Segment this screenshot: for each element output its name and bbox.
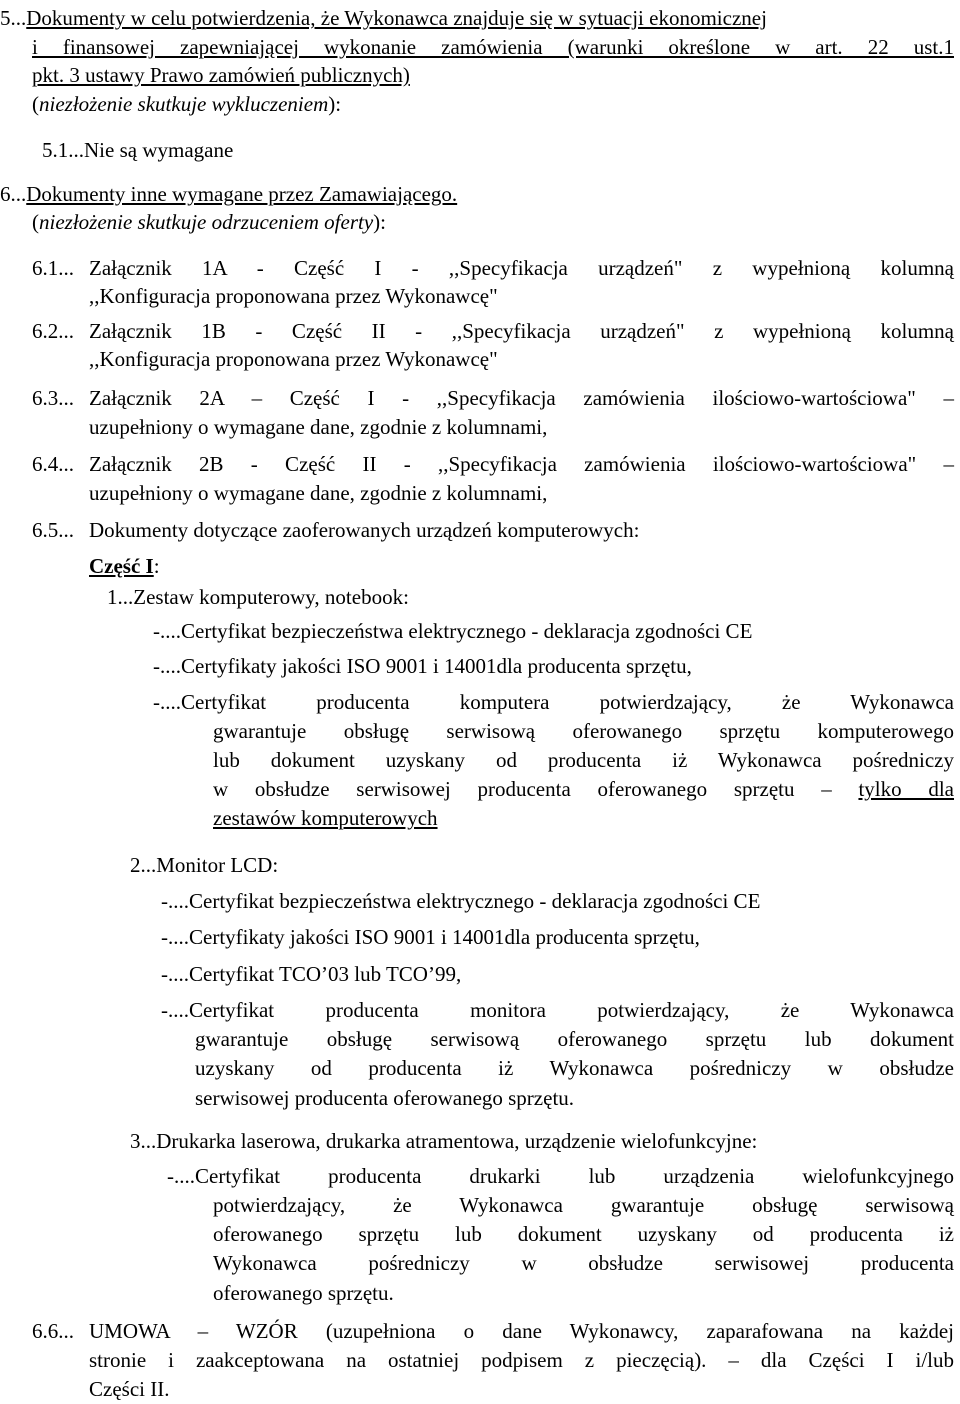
section-5-note-text: niezłożenie skutkuje wykluczeniem (39, 92, 329, 116)
item-5-1: 5.1...Nie są wymagane (42, 138, 234, 162)
group-3-bullet-1-line2: potwierdzający, że Wykonawca gwarantuje obsługę serwisową (213, 1193, 954, 1217)
group-1-bullet-3-line5: zestawów komputerowych (213, 806, 438, 830)
part-heading: Część I: (89, 554, 160, 578)
group-1-bullet-3-line3: lub dokument uzyskany od producenta iż Wykonawca pośredniczy (213, 748, 954, 772)
section-5-title: Dokumenty w celu potwierdzenia, że Wykonawca znajduje się w sytuacji ekonomicznej (26, 6, 767, 30)
item-6-3-line2: uzupełniony o wymagane dane, zgodnie z kolumnami, (89, 415, 548, 439)
section-5-heading (0, 4, 767, 33)
item-6-4-line1: Załącznik 2B - Część II - ,,Specyfikacja zamówienia ilościowo-wartościowa" – (89, 452, 954, 476)
item-6-5-number: 6.5... (32, 518, 74, 542)
group-3-bullet-1-line1: -....Certyfikat producenta drukarki lub urządzenia wielofunkcyjnego (167, 1164, 954, 1188)
section-6-note-text: niezłożenie skutkuje odrzuceniem oferty (39, 210, 374, 234)
item-6-6-number: 6.6... (32, 1319, 74, 1343)
emphasis-only-for: tylko dla (858, 777, 955, 801)
group-1-bullet-1: -....Certyfikat bezpieczeństwa elektrycznego - deklaracja zgodności CE (153, 619, 753, 643)
part-label: Część I (89, 554, 154, 578)
item-6-2-line1: Załącznik 1B - Część II - ,,Specyfikacja urządzeń" z wypełnioną kolumną (89, 319, 954, 343)
item-6-6-line1: UMOWA – WZÓR (uzupełniona o dane Wykonawcy, zaparafowana na każdej (89, 1319, 954, 1343)
item-6-3-line1: Załącznik 2A – Część I - ,,Specyfikacja zamówienia ilościowo-wartościowa" – (89, 386, 954, 410)
item-6-6-line3: Części II. (89, 1377, 170, 1401)
group-2-bullet-3: -....Certyfikat TCO’03 lub TCO’99, (161, 962, 462, 986)
group-2-bullet-2: -....Certyfikaty jakości ISO 9001 i 14001dla producenta sprzętu, (161, 925, 700, 949)
section-6-note: (niezłożenie skutkuje odrzuceniem oferty): (32, 210, 386, 234)
section-5-note: (niezłożenie skutkuje wykluczeniem): (32, 92, 342, 116)
item-6-6-line2: stronie i zaakceptowana na ostatniej podpisem z pieczęcią). – dla Części I i/lub (89, 1348, 954, 1372)
section-5-number: 5... (0, 6, 27, 30)
section-6-title: Dokumenty inne wymagane przez Zamawiającego. (26, 182, 458, 206)
item-6-2-line2: ,,Konfiguracja proponowana przez Wykonawcę" (89, 347, 498, 371)
item-6-5-text: Dokumenty dotyczące zaoferowanych urządzeń komputerowych: (89, 518, 640, 542)
group-3-bullet-1-line4: Wykonawca pośredniczy w obsłudze serwisowej producenta (213, 1251, 954, 1275)
item-6-1-number: 6.1... (32, 256, 74, 280)
group-1-title: 1...Zestaw komputerowy, notebook: (107, 585, 409, 609)
group-3-title: 3...Drukarka laserowa, drukarka atramentowa, urządzenie wielofunkcyjne: (130, 1129, 758, 1153)
item-6-4-line2: uzupełniony o wymagane dane, zgodnie z kolumnami, (89, 481, 548, 505)
item-6-1-line2: ,,Konfiguracja proponowana przez Wykonawcę" (89, 284, 498, 308)
group-2-bullet-4-line4: serwisowej producenta oferowanego sprzętu. (195, 1086, 575, 1110)
group-3-bullet-1-line5: oferowanego sprzętu. (213, 1281, 394, 1305)
item-6-3-number: 6.3... (32, 386, 74, 410)
group-2-bullet-4-line2: gwarantuje obsługę serwisową oferowanego sprzętu lub dokument (195, 1027, 954, 1051)
group-1-bullet-3-line4: w obsłudze serwisowej producenta oferowanego sprzętu – tylko dla (213, 777, 955, 801)
group-2-bullet-4-line3: uzyskany od producenta iż Wykonawca pośredniczy w obsłudze (195, 1056, 954, 1080)
group-3-bullet-1-line3: oferowanego sprzętu lub dokument uzyskany od producenta iż (213, 1222, 954, 1246)
item-6-2-number: 6.2... (32, 319, 74, 343)
section-5-title-line2: i finansowej zapewniającej wykonanie zamówienia (warunki określone w art. 22 ust.1 (32, 35, 954, 59)
item-6-4-number: 6.4... (32, 452, 74, 476)
item-6-1-line1: Załącznik 1A - Część I - ,,Specyfikacja urządzeń" z wypełnioną kolumną (89, 256, 954, 280)
group-1-bullet-3-line1: -....Certyfikat producenta komputera potwierdzający, że Wykonawca (153, 690, 954, 714)
group-2-title: 2...Monitor LCD: (130, 853, 279, 877)
section-6-heading (0, 180, 457, 209)
group-1-bullet-3-line2: gwarantuje obsługę serwisową oferowanego sprzętu komputerowego (213, 719, 954, 743)
group-1-bullet-2: -....Certyfikaty jakości ISO 9001 i 14001dla producenta sprzętu, (153, 654, 692, 678)
section-6-number: 6... (0, 182, 27, 206)
group-2-bullet-1: -....Certyfikat bezpieczeństwa elektrycznego - deklaracja zgodności CE (161, 889, 761, 913)
section-5-title-line3: pkt. 3 ustawy Prawo zamówień publicznych) (32, 63, 410, 87)
group-2-bullet-4-line1: -....Certyfikat producenta monitora potwierdzający, że Wykonawca (161, 998, 954, 1022)
